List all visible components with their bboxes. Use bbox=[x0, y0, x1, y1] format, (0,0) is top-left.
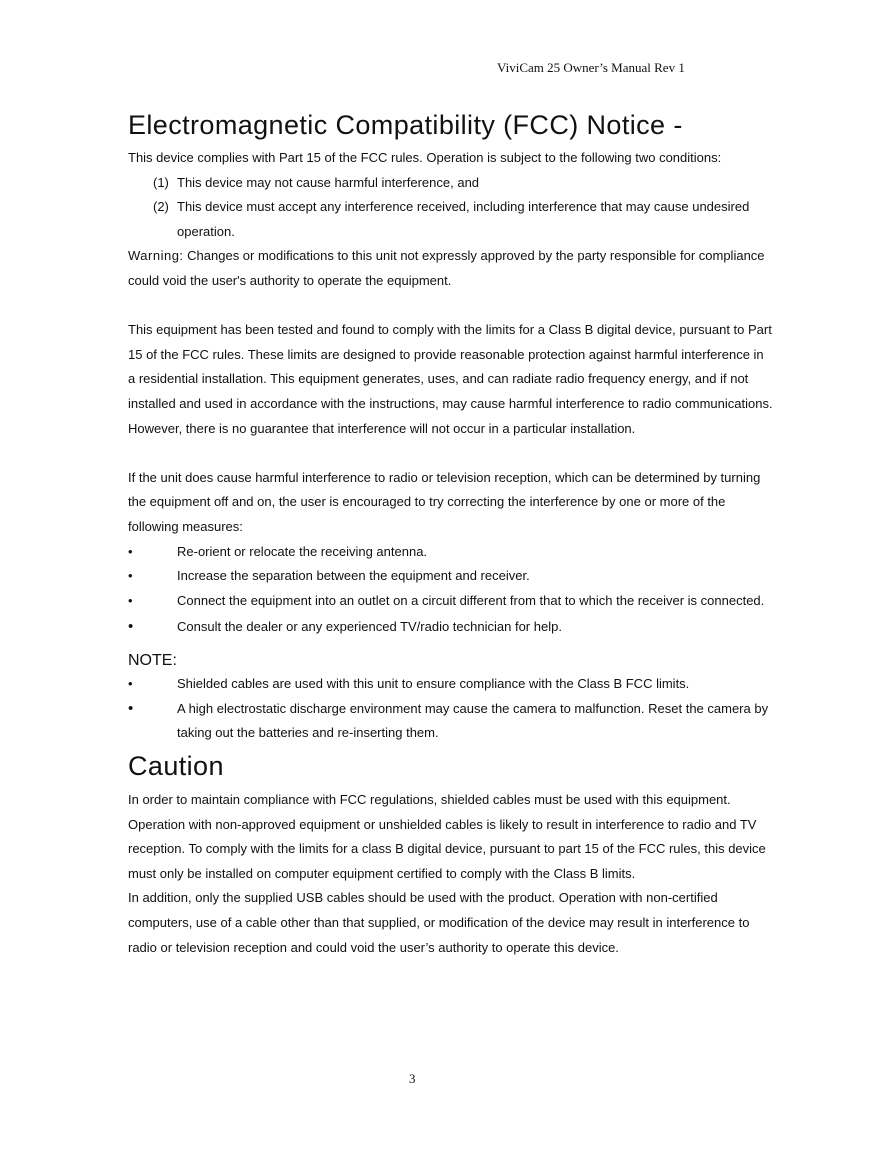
condition-item bbox=[128, 195, 773, 244]
condition-number: (1) bbox=[153, 174, 169, 190]
fcc-notice-title: Electromagnetic Compatibility (FCC) Notice - bbox=[128, 110, 683, 140]
note-list bbox=[128, 672, 773, 746]
bullet-icon: • bbox=[128, 699, 134, 717]
note-text: Shielded cables are used with this unit to ensure compliance with the Class B FCC limits. bbox=[177, 676, 690, 692]
note-heading: NOTE: bbox=[128, 652, 177, 670]
note-text: A high electrostatic discharge environment may cause the camera to malfunction. Reset the camera by taking out the batteries and re-inserting them. bbox=[177, 700, 769, 741]
running-head: ViviCam 25 Owner’s Manual Rev 1 bbox=[497, 60, 685, 75]
page-number: 3 bbox=[409, 1071, 416, 1086]
condition-text: This device must accept any interference received, including interference that may cause undesired operation. bbox=[177, 199, 750, 239]
warning-paragraph bbox=[128, 244, 773, 293]
condition-item bbox=[128, 171, 773, 196]
measure-text: Increase the separation between the equipment and receiver. bbox=[177, 568, 530, 584]
paragraph-gap bbox=[128, 441, 773, 466]
bullet-icon: • bbox=[128, 618, 134, 636]
bullet-icon: • bbox=[128, 543, 133, 559]
measure-text: Consult the dealer or any experienced TV/radio technician for help. bbox=[177, 619, 562, 635]
note-item bbox=[128, 672, 773, 697]
paragraph-gap bbox=[128, 294, 773, 319]
measure-item bbox=[128, 564, 773, 589]
condition-number: (2) bbox=[153, 199, 169, 215]
fcc-conditions-list bbox=[128, 171, 773, 245]
measures-intro-paragraph: If the unit does cause harmful interference to radio or television reception, which can be determined by turning the equipment off and on, the user is encouraged to try correcting the interference by one or more of the following measures: bbox=[128, 469, 761, 534]
measures-list bbox=[128, 540, 773, 641]
measure-text: Re-orient or relocate the receiving antenna. bbox=[177, 543, 428, 559]
class-b-paragraph: This equipment has been tested and found to comply with the limits for a Class B digital device, pursuant to Part 15 of the FCC rules. These limits are designed to provide reasonable protection against harmful interference in a residential installation. This equipment generates, uses, and can radiate radio frequency energy, and if not installed and used in accordance with the instructions, may cause harmful interference to radio communications. However, there is no guarantee that interference will not occur in a particular installation. bbox=[128, 322, 773, 436]
measure-item bbox=[128, 540, 773, 565]
caution-paragraph-2: In addition, only the supplied USB cables should be used with the product. Operation with non-certified computers, use of a cable other than that supplied, or modification of the device may result in interference to radio or television reception and could void the user’s authority to operate this device. bbox=[128, 890, 750, 955]
measure-item bbox=[128, 589, 773, 614]
bullet-icon: • bbox=[128, 568, 133, 584]
fcc-intro-paragraph: This device complies with Part 15 of the FCC rules. Operation is subject to the following two conditions: bbox=[128, 150, 722, 165]
warning-label: Warning: bbox=[128, 248, 184, 264]
page-content bbox=[128, 104, 773, 960]
measure-item bbox=[128, 613, 773, 640]
condition-text: This device may not cause harmful interference, and bbox=[177, 174, 480, 190]
caution-paragraph-1: In order to maintain compliance with FCC regulations, shielded cables must be used with this equipment. Operation with non-approved equipment or unshielded cables is likely to result in interference to radio and TV reception. To comply with the limits for a class B digital device, pursuant to part 15 of the FCC rules, this device must only be installed on computer equipment certified to comply with the Class B limits. bbox=[128, 792, 766, 881]
measure-text: Connect the equipment into an outlet on a circuit different from that to which the receiver is connected. bbox=[177, 592, 765, 608]
caution-title: Caution bbox=[128, 751, 224, 782]
note-item bbox=[128, 697, 773, 746]
bullet-icon: • bbox=[128, 592, 133, 608]
bullet-icon: • bbox=[128, 676, 133, 692]
warning-text: Changes or modifications to this unit not expressly approved by the party responsible for compliance could void the user's authority to operate the equipment. bbox=[128, 248, 765, 288]
